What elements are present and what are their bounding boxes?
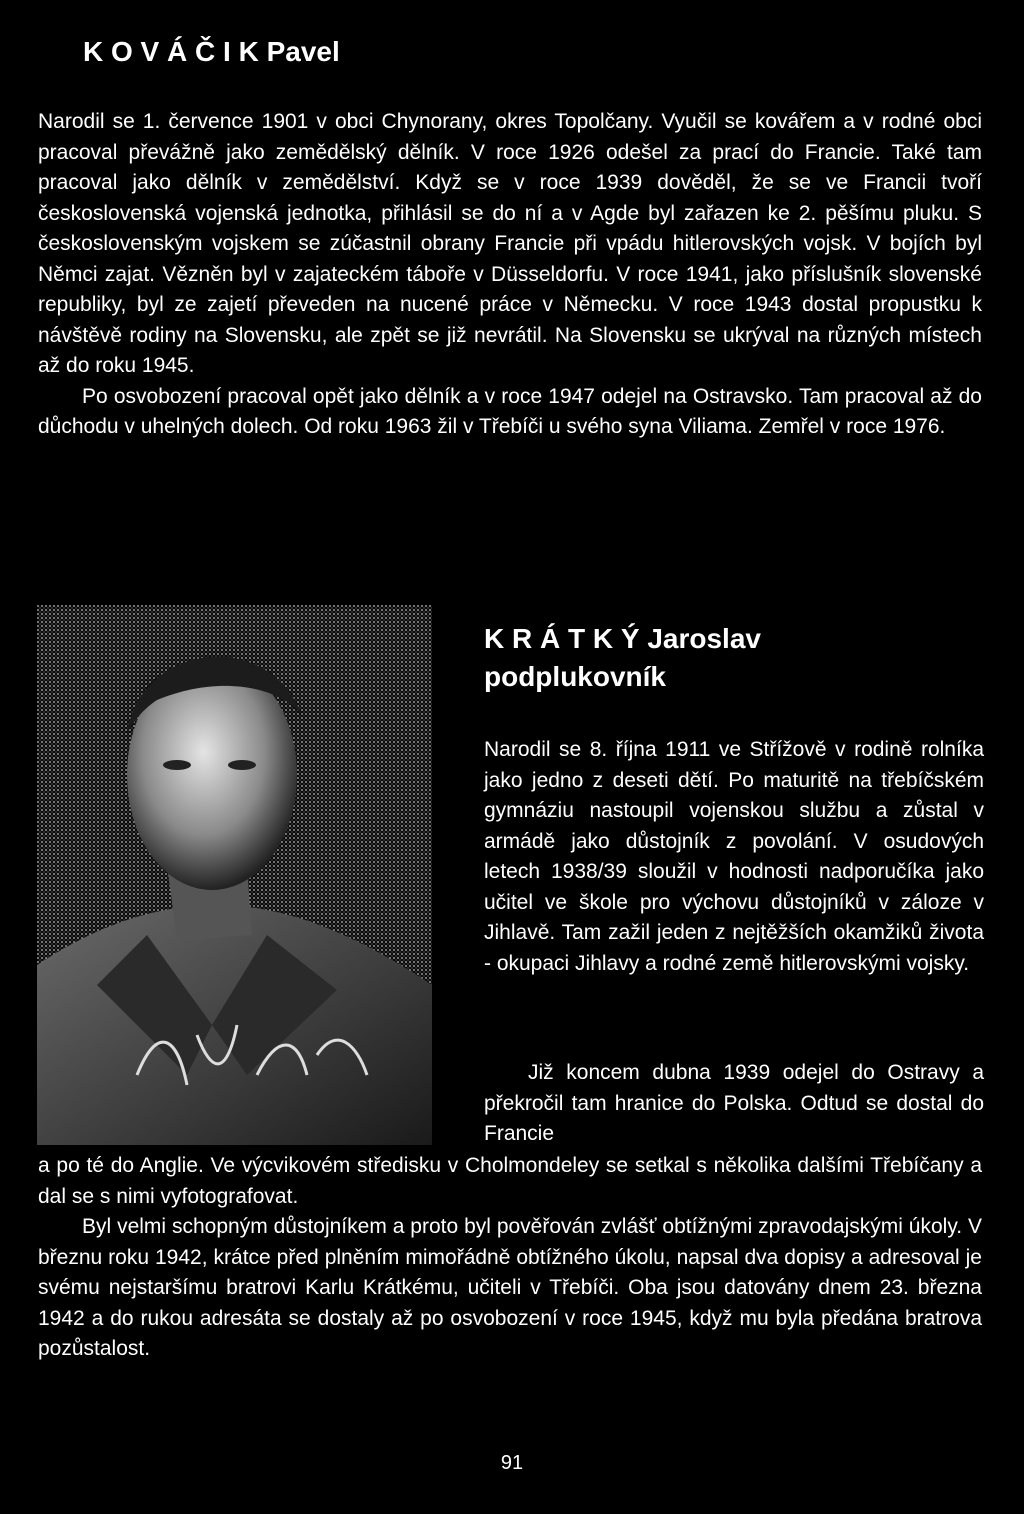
- paragraph: Již koncem dubna 1939 odejel do Ostravy a překročil tam hranice do Polska. Odtud se dostal do Francie: [484, 1061, 984, 1145]
- paragraph: Po osvobození pracoval opět jako dělník a v roce 1947 odejel na Ostravsko. Tam pracoval až do důchodu v uhelných dolech. Od roku 1963 žil v Třebíči u svého syna Viliama. Zemřel v roce 1976.: [38, 384, 982, 438]
- entry-heading-kratky: [484, 620, 761, 696]
- paragraph: Byl velmi schopným důstojníkem a proto byl pověřován zvlášť obtížnými zpravodajskými úkoly. V březnu roku 1942, krátce před plněním mimořádně obtížného úkolu, napsal dva dopisy a adresoval je svému nejstaršímu bratrovi Karlu Krátkému, učiteli v Třebíči. Oba jsou datovány dnem 23. března 1942 a do rukou adresáta se dostaly až po osvobození v roce 1945, když mu byla předána bratrova pozůstalost.: [38, 1215, 982, 1360]
- person-name: K R Á T K Ý Jaroslav: [484, 623, 761, 654]
- entry-body-kovacik: [38, 107, 982, 443]
- entry-body-kratky-side: [484, 735, 984, 979]
- paragraph: Narodil se 1. července 1901 v obci Chynorany, okres Topolčany. Vyučil se kovářem a v rodné obci pracoval převážně jako zemědělský dělník. V roce 1926 odešel za prací do Francie. Také tam pracoval jako dělník v zemědělství. Když se v roce 1939 dověděl, že se ve Francii tvoří československá vojenská jednotka, přihlásil se do ní a v Agde byl zařazen ke 2. pěšímu pluku. S československým vojskem se zúčastnil obrany Francie při vpádu hitlerovských vojsk. V bojích byl Němci zajat. Vězněn byl v zajateckém táboře v Düsseldorfu. V roce 1941, jako příslušník slovenské republiky, byl ze zajetí převeden na nucené práce v Německu. V roce 1943 dostal propustku k návštěvě rodiny na Slovensku, ale zpět se již nevrátil. Na Slovensku se ukrýval na různých místech až do roku 1945.: [38, 110, 982, 377]
- paragraph: a po té do Anglie. Ve výcvikovém středisku v Cholmondeley se setkal s několika dalšími Třebíčany a dal se s nimi vyfotografovat.: [38, 1154, 982, 1208]
- portrait-photo: [37, 605, 432, 1145]
- person-rank: podplukovník: [484, 661, 666, 692]
- entry-body-kratky-side-2: [484, 1058, 984, 1150]
- portrait-image: [37, 605, 432, 1145]
- paragraph: Narodil se 8. října 1911 ve Střížově v rodině rolníka jako jedno z deseti dětí. Po maturitě na třebíčském gymnáziu nastoupil vojenskou službu a zůstal v armádě jako důstojník z povolání. V osudových letech 1938/39 sloužil v hodnosti nadporučíka jako učitel ve škole pro výchovu důstojníků v záloze v Jihlavě. Tam zažil jeden z nejtěžších okamžiků života - okupaci Jihlavy a rodné země hitlerovskými vojsky.: [484, 738, 984, 975]
- entry-body-kratky-full: [38, 1151, 982, 1365]
- page-number: 91: [500, 1452, 524, 1474]
- entry-heading-kovacik: K O V Á Č I K Pavel: [83, 36, 340, 67]
